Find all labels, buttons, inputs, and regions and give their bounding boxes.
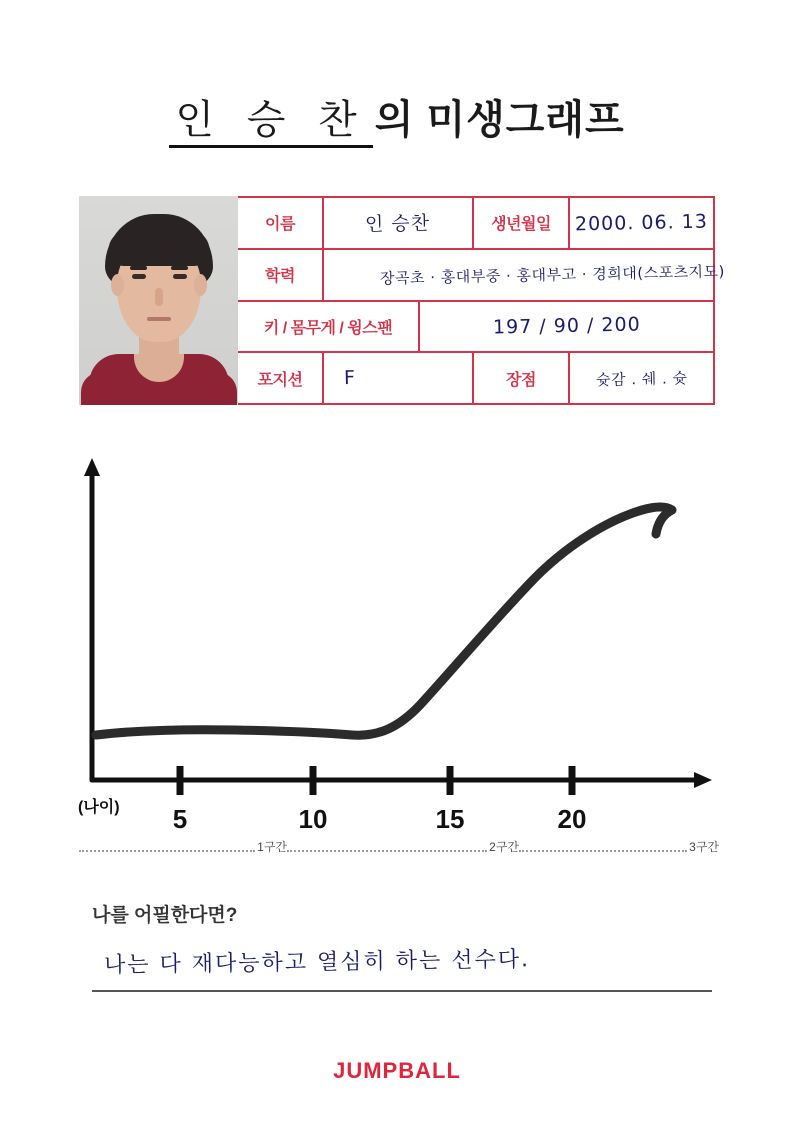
page-title [0, 88, 794, 145]
label-name: 이름 [265, 216, 295, 234]
segment-1 [79, 835, 287, 857]
xtick-label-15: 15 [435, 804, 465, 834]
label-birthdate: 생년월일 [491, 216, 551, 234]
value-education: 장곡초 · 홍대부중 · 홍대부고 · 경희대(스포츠지도) [379, 262, 726, 288]
profile-table [238, 196, 726, 405]
appeal-question: 나를 어필한다면? [92, 905, 238, 926]
title-rest: 의 미생그래프 [374, 98, 625, 142]
value-position: F [343, 367, 357, 390]
segment-2-label: 2구간 [489, 839, 519, 854]
label-strength: 장점 [506, 371, 536, 389]
chart-svg [60, 450, 740, 870]
segment-2 [287, 835, 519, 857]
x-axis-arrow [694, 772, 712, 788]
player-photo [79, 196, 238, 405]
appeal-underline [92, 990, 712, 992]
footer [0, 1058, 794, 1084]
value-physical: 197 / 90 / 200 [492, 313, 641, 339]
label-physical: 키 / 몸무게 / 윙스팬 [263, 319, 393, 337]
growth-chart [60, 450, 740, 870]
table-row [238, 353, 713, 403]
table-row [238, 250, 726, 302]
label-position: 포지션 [257, 371, 303, 389]
segment-bar [79, 835, 719, 857]
segment-3 [519, 835, 719, 857]
table-row [238, 198, 713, 250]
xtick-label-20: 20 [557, 804, 587, 834]
value-birthdate: 2000. 06. 13 [574, 210, 709, 236]
appeal-answer: 나는 다 재다능하고 열심히 하는 선수다. [103, 947, 531, 979]
xtick-label-10: 10 [298, 804, 328, 834]
table-row [238, 302, 713, 354]
xtick-label-5: 5 [172, 804, 188, 834]
segment-3-label: 3구간 [689, 839, 719, 854]
growth-curve [96, 507, 672, 735]
label-education: 학력 [265, 268, 295, 286]
title-handwritten-name: 인 승 찬 [169, 97, 372, 148]
value-strength: 슛감 . 쉐 . 슛 [595, 368, 688, 389]
segment-1-label: 1구간 [257, 839, 287, 854]
profile-block [79, 196, 726, 405]
value-name: 인 승찬 [365, 212, 431, 237]
y-axis-arrow [84, 458, 100, 476]
jumpball-logo: JUMPBALL [333, 1058, 461, 1083]
x-axis-label: (나이) [78, 799, 120, 816]
